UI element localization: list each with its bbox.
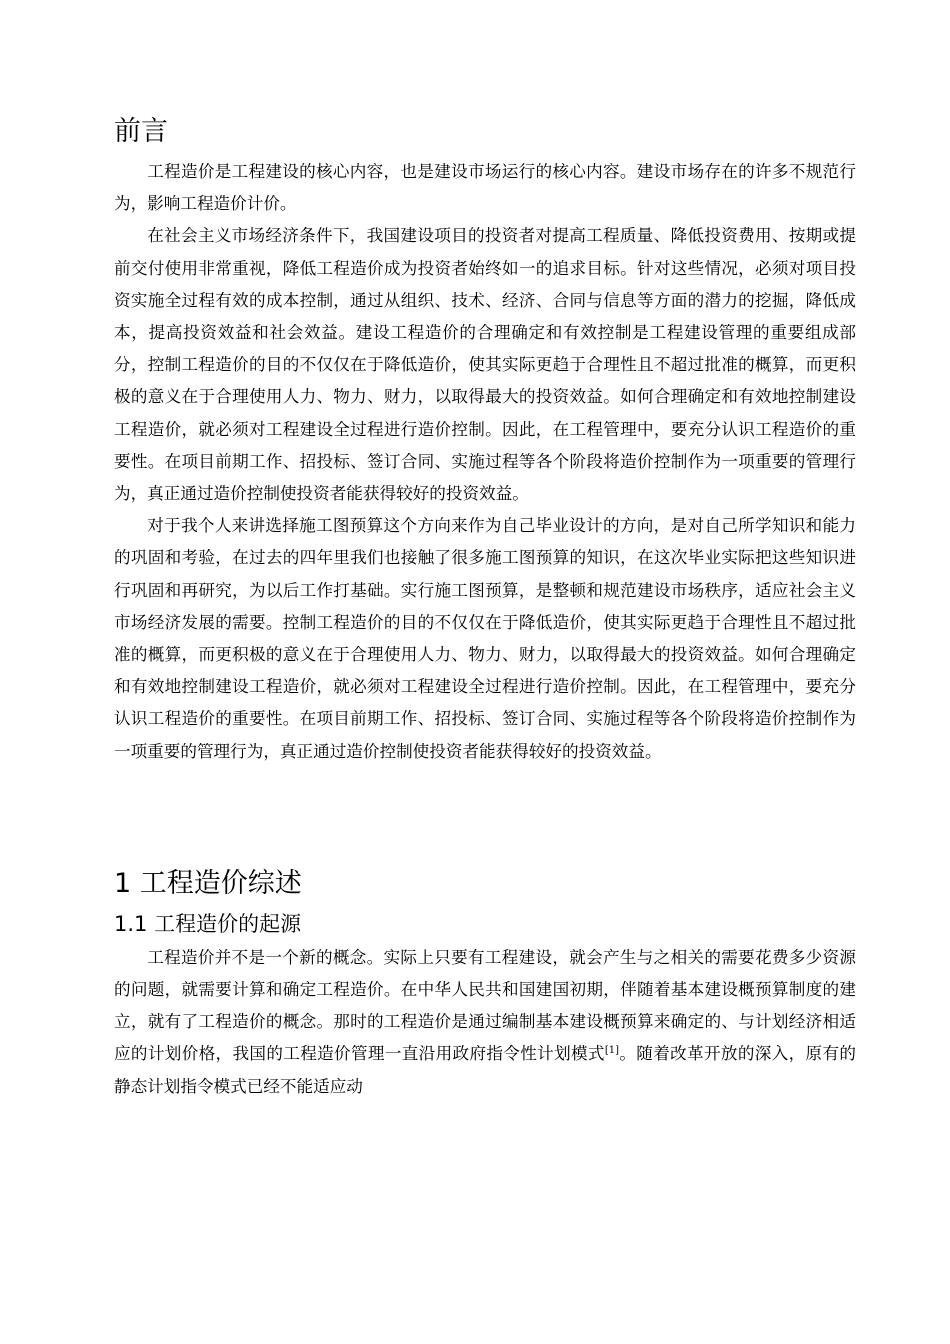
document-page (114, 112, 856, 1103)
section-1-1-paragraph-1 (114, 942, 856, 1103)
chapter-1-title: 1 工程造价综述 (114, 867, 302, 899)
paragraph-text-after-citation: 。随着改革开放的深入，原有的静态计划指令模式已经不能适应动 (114, 1044, 856, 1096)
preface-title: 前言 (114, 116, 168, 147)
preface-paragraph-2: 在社会主义市场经济条件下，我国建设项目的投资者对提高工程质量、降低投资费用、按期或提前交付使用非常重视，降低工程造价成为投资者始终如一的追求目标。针对这些情况，必须对项目投资实施全过程有效的成本控制，通过从组织、技术、经济、合同与信息等方面的潜力的挖掘，降低成本，提高投资效益和社会效益。建设工程造价的合理确定和有效控制是工程建设管理的重要组成部分，控制工程造价的目的不仅仅在于降低造价，使其实际更趋于合理性且不超过批准的概算，而更积极的意义在于合理使用人力、物力、财力，以取得最大的投资效益。如何合理确定和有效地控制建设工程造价，就必须对工程建设全过程进行造价控制。因此，在工程管理中，要充分认识工程造价的重要性。在项目前期工作、招投标、签订合同、实施过程等各个阶段将造价控制作为一项重要的管理行为，真正通过造价控制使投资者能获得较好的投资效益。 (114, 226, 856, 504)
section-1-1-title: 1.1 工程造价的起源 (114, 911, 302, 936)
preface-paragraph-3: 对于我个人来讲选择施工图预算这个方向来作为自己毕业设计的方向，是对自己所学知识和能力的巩固和考验，在过去的四年里我们也接触了很多施工图预算的知识，在这次毕业实际把这些知识进行巩固和再研究，为以后工作打基础。实行施工图预算，是整顿和规范建设市场秩序，适应社会主义市场经济发展的需要。控制工程造价的目的不仅仅在于降低造价，使其实际更趋于合理性且不超过批准的概算，而更积极的意义在于合理使用人力、物力、财力，以取得最大的投资效益。如何合理确定和有效地控制建设工程造价，就必须对工程建设全过程进行造价控制。因此，在工程管理中，要充分认识工程造价的重要性。在项目前期工作、招投标、签订合同、实施过程等各个阶段将造价控制作为一项重要的管理行为，真正通过造价控制使投资者能获得较好的投资效益。 (114, 516, 856, 761)
citation-reference: [1] (604, 1045, 620, 1057)
paragraph-text-before-citation: 工程造价并不是一个新的概念。实际上只要有工程建设，就会产生与之相关的需要花费多少资源的问题，就需要计算和确定工程造价。在中华人民共和国建国初期，伴随着基本建设概预算制度的建立，就有了工程造价的概念。那时的工程造价是通过编制基本建设概预算来确定的、与计划经济相适应的计划价格，我国的工程造价管理一直沿用政府指令性计划模式 (114, 947, 856, 1064)
preface-paragraph-1: 工程造价是工程建设的核心内容，也是建设市场运行的核心内容。建设市场存在的许多不规范行为，影响工程造价计价。 (114, 162, 856, 214)
